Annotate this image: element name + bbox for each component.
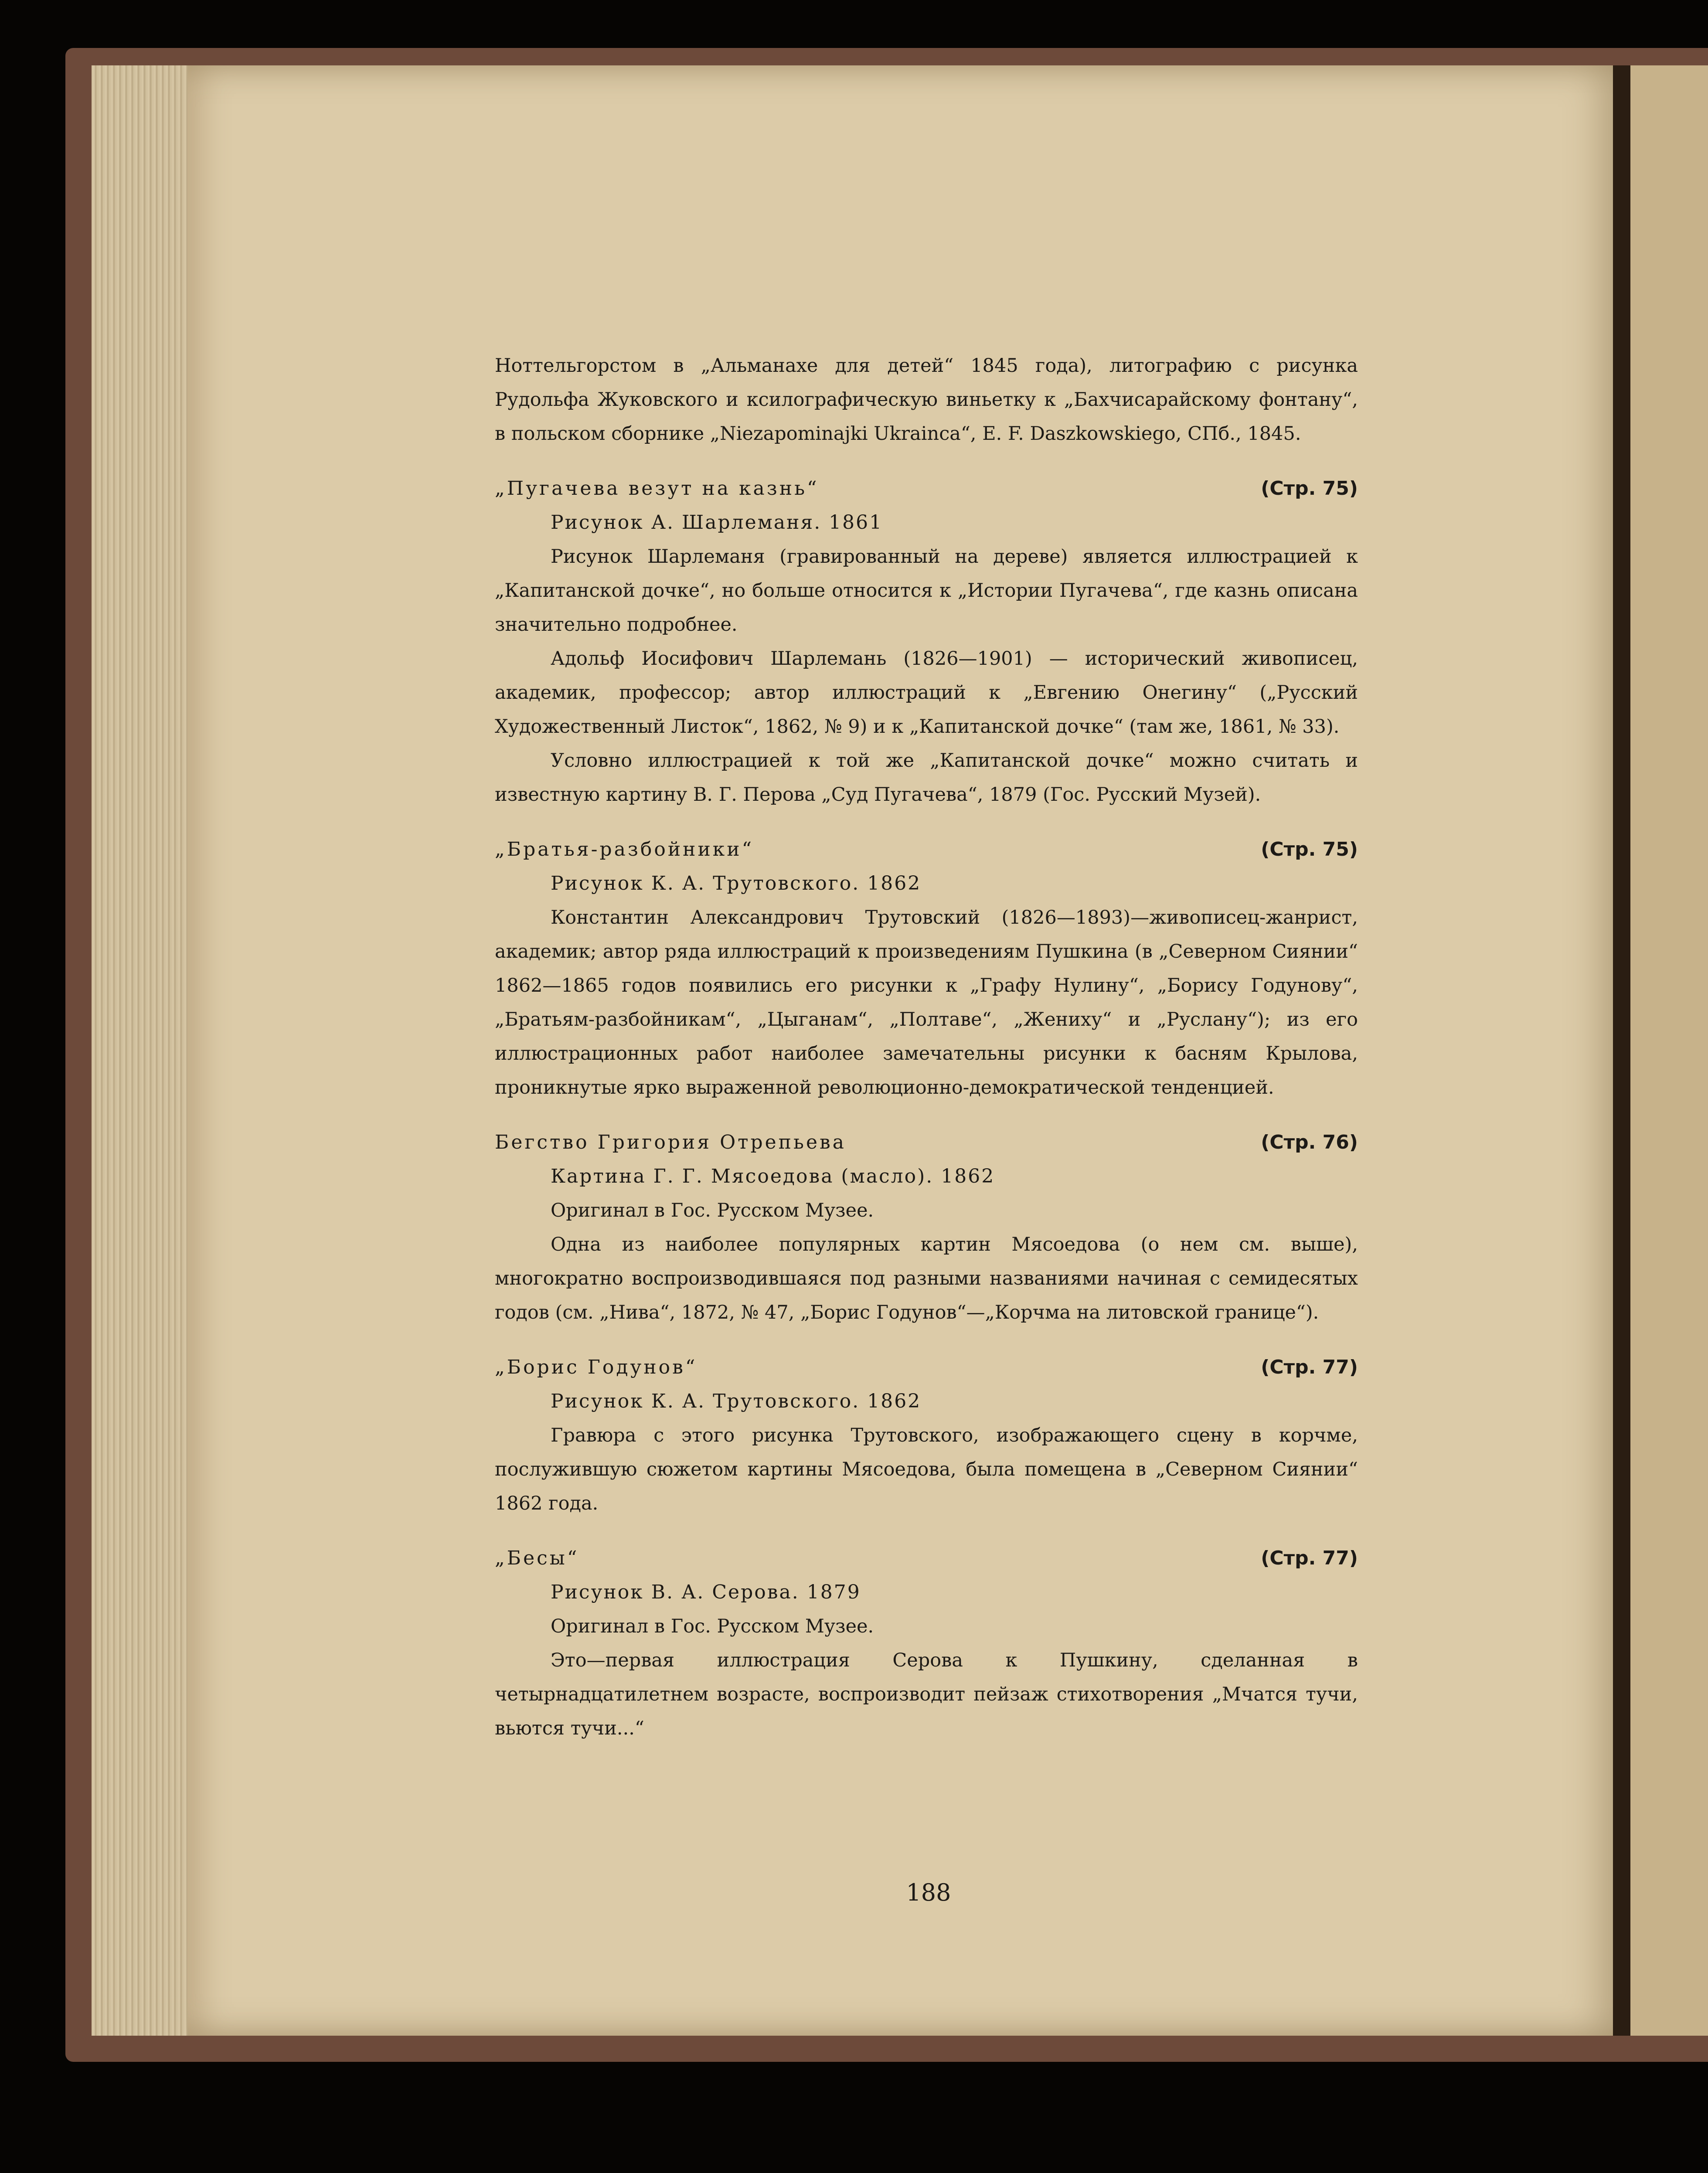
entry-besy (495, 1541, 1358, 1745)
entry-header (495, 833, 1358, 867)
entry-paragraph: Константин Александрович Трутовский (1826—1893)—живописец-жанрист, академик; автор ряда иллюстраций к произведениям Пушкина (в „Северном Сиянии“ 1862—1865 годов появились его рисунки к „Графу Нулину“, „Борису Годунову“, „Братьям-разбойникам“, „Цыганам“, „Полтаве“, „Жениху“ и „Руслану“); из его иллюстрационных работ наиболее замечательны рисунки к басням Крылова, проникнутые ярко выраженной революционно-демократической тенденцией. (495, 907, 1358, 1098)
entry-pugachev (495, 472, 1358, 812)
entry-title: Бегство Григория Отрепьева (495, 1131, 847, 1153)
book-gutter (1613, 65, 1630, 2036)
entry-brothers (495, 833, 1358, 1105)
entry-paragraph: Гравюра с этого рисунка Трутовского, изображающего сцену в корчме, послужившую сюжетом картины Мясоедова, была помещена в „Северном Сиянии“ 1862 года. (495, 1425, 1358, 1514)
entry-subtitle: Рисунок К. А. Трутовского. 1862 (551, 1390, 922, 1412)
entry-title: „Борис Годунов“ (495, 1356, 697, 1378)
entry-paragraph: Условно иллюстрацией к той же „Капитанской дочке“ можно считать и известную картину В. Г. Перова „Суд Пугачева“, 1879 (Гос. Русский Музей). (495, 750, 1358, 806)
facing-page (1630, 65, 1708, 2036)
entry-paragraph: Одна из наиболее популярных картин Мясоедова (о нем см. выше), многократно воспроизводившаяся под разными названиями начиная с семидесятых годов (см. „Нива“, 1872, № 47, „Борис Годунов“—„Корчма на литовской границе“). (495, 1234, 1358, 1323)
entry-paragraph: Оригинал в Гос. Русском Музее. (551, 1615, 874, 1637)
entry-page-ref: (Стр. 77) (1261, 1547, 1358, 1569)
page-text (495, 349, 1358, 1745)
entry-header (495, 472, 1358, 506)
entry-header (495, 1126, 1358, 1160)
entry-header (495, 1541, 1358, 1575)
entry-title: „Пугачева везут на казнь“ (495, 477, 819, 500)
entry-header (495, 1350, 1358, 1384)
entry-subtitle: Рисунок В. А. Серова. 1879 (551, 1581, 861, 1603)
entry-subtitle: Рисунок К. А. Трутовского. 1862 (551, 872, 922, 894)
entry-paragraph: Оригинал в Гос. Русском Музее. (551, 1200, 874, 1221)
entry-title: „Бесы“ (495, 1547, 579, 1569)
page-number: 188 (906, 1879, 951, 1906)
entry-paragraph: Адольф Иосифович Шарлемань (1826—1901) — исторический живописец, академик, профессор; автор иллюстраций к „Евгению Онегину“ („Русский Художественный Листок“, 1862, № 9) и к „Капитанской дочке“ (там же, 1861, № 33). (495, 648, 1358, 738)
entry-page-ref: (Стр. 75) (1261, 477, 1358, 500)
entry-subtitle: Рисунок А. Шарлеманя. 1861 (551, 511, 883, 534)
entry-title: „Братья-разбойники“ (495, 838, 754, 860)
intro-paragraph: Ноттельгорстом в „Альманахе для детей“ 1845 года), литографию с рисунка Рудольфа Жуковского и ксилографическую виньетку к „Бахчисарайскому фонтану“, в польском сборнике „Niezapominajki Ukrainca“, E. F. Daszkowskiego, СПб., 1845. (495, 355, 1358, 445)
entry-godunov (495, 1350, 1358, 1520)
entry-page-ref: (Стр. 75) (1261, 838, 1358, 860)
entry-paragraph: Это—первая иллюстрация Серова к Пушкину, сделанная в четырнадцатилетнем возрасте, воспроизводит пейзаж стихотворения „Мчатся тучи, вьются тучи...“ (495, 1649, 1358, 1739)
entry-otrepiev (495, 1126, 1358, 1330)
entry-paragraph: Рисунок Шарлеманя (гравированный на дереве) является иллюстрацией к „Капитанской дочке“, но больше относится к „Истории Пугачева“, где казнь описана значительно подробнее. (495, 546, 1358, 636)
entry-subtitle: Картина Г. Г. Мясоедова (масло). 1862 (551, 1165, 995, 1187)
entry-page-ref: (Стр. 77) (1261, 1356, 1358, 1378)
entry-page-ref: (Стр. 76) (1261, 1131, 1358, 1153)
